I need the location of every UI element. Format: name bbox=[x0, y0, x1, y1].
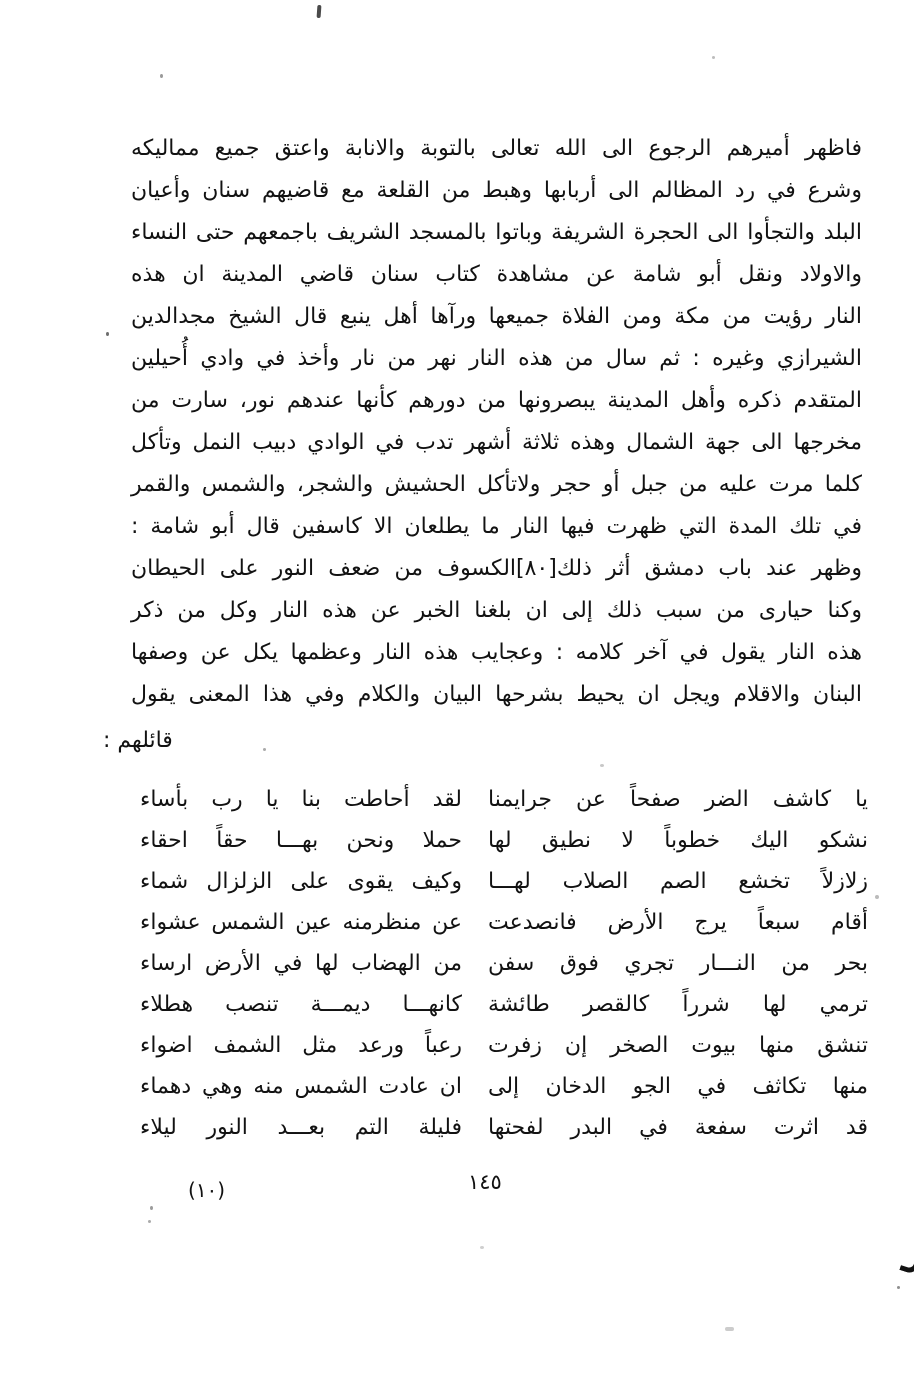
prose-line: هذه النار يقول في آخر كلامه : وعجايب هذه النار وعظمها يكل عن وصفها bbox=[131, 640, 862, 665]
scan-speck bbox=[106, 332, 109, 336]
hemistich-second: فليلة التم بعـــد النور ليلاء bbox=[140, 1115, 462, 1140]
hemistich-second: عن منظرمنه عين الشمس عشواء bbox=[140, 910, 462, 935]
prose-line: وشرع في رد المظالم الى أربابها وهبط من القلعة مع قاضيهم سنان وأعيان bbox=[131, 178, 862, 203]
poem-verse bbox=[0, 985, 914, 1025]
hemistich-second: كانهـــا ديمـــة تنصب هطلاء bbox=[140, 992, 462, 1017]
prose-line: المتقدم ذكره وأهل المدينة يبصرونها من دورهم كأنها عندهم نور، سارت من bbox=[131, 388, 862, 413]
prose-line: الشيرازي وغيره : ثم سال من هذه النار نهر من نار وأخذ في وادي أُحيلين bbox=[131, 346, 862, 371]
hemistich-first: بحر من النـــار تجري فوق سفن bbox=[488, 951, 868, 976]
scan-speck bbox=[875, 895, 879, 899]
hemistich-first: تنشق منها بيوت الصخر إن زفرت bbox=[488, 1033, 868, 1058]
poem-verse bbox=[0, 1108, 914, 1148]
scan-speck bbox=[600, 764, 604, 767]
prose-line: وكنا حيارى من سبب ذلك إلى ان بلغنا الخبر عن هذه النار وكل من ذكر bbox=[131, 598, 862, 623]
poem-verse bbox=[0, 903, 914, 943]
prose-line-last: قائلهم : bbox=[103, 728, 173, 753]
hemistich-second: لقد أحاطت بنا يا رب بأساء bbox=[140, 787, 462, 812]
prose-line: البلد والتجأوا الى الحجرة الشريفة وباتوا بالمسجد الشريف باجمعهم حتى النساء bbox=[131, 220, 862, 245]
poem-verse bbox=[0, 1067, 914, 1107]
scan-speck bbox=[725, 1327, 734, 1331]
poem-verse bbox=[0, 821, 914, 861]
hemistich-first: يا كاشف الضر صفحاً عن جرايمنا bbox=[488, 787, 868, 812]
prose-line: النار رؤيت من مكة ومن الفلاة جميعها ورآها أهل ينبع قال الشيخ مجدالدين bbox=[131, 304, 862, 329]
prose-line: البنان والاقلام ويجل ان يحيط بشرحها البيان والكلام وفي هذا المعنى يقول bbox=[131, 682, 862, 707]
scan-speck bbox=[897, 1286, 900, 1289]
hemistich-first: زلازلاً تخشع الصم الصلاب لهـــا bbox=[488, 869, 868, 894]
poem-verse bbox=[0, 780, 914, 820]
prose-line: في تلك المدة التي ظهرت فيها النار ما يطلعان الا كاسفين قال أبو شامة : bbox=[131, 514, 862, 539]
scan-speck bbox=[150, 1206, 153, 1210]
page-number: ١٤٥ bbox=[468, 1170, 502, 1194]
scan-speck bbox=[160, 74, 163, 78]
hemistich-first: نشكو اليك خطوباً لا نطيق لها bbox=[488, 828, 868, 853]
scan-speck bbox=[712, 56, 715, 59]
hemistich-first: ترمي لها شرراً كالقصر طائشة bbox=[488, 992, 868, 1017]
hemistich-first: منها تكاثف في الجو الدخان إلى bbox=[488, 1074, 868, 1099]
hemistich-second: حملا ونحن بهـــا حقاً احقاء bbox=[140, 828, 462, 853]
hemistich-second: رعباً ورعد مثل الشمف اضواء bbox=[140, 1033, 462, 1058]
hemistich-first: قد اثرت سفعة في البدر لفحتها bbox=[488, 1115, 868, 1140]
prose-line: كلما مرت عليه من جبل أو حجر ولاتأكل الحشيش والشجر، والشمس والقمر bbox=[131, 472, 862, 497]
hemistich-second: من الهضاب لها في الأرض ارساء bbox=[140, 951, 462, 976]
hemistich-second: ان عادت الشمس منه وهي دهماء bbox=[140, 1074, 462, 1099]
scan-speck bbox=[148, 1220, 151, 1223]
poem-verse bbox=[0, 1026, 914, 1066]
poem-verse bbox=[0, 944, 914, 984]
scan-speck bbox=[317, 5, 322, 18]
prose-line: وظهر عند باب دمشق أثر ذلك[٨٠]الكسوف من ضعف النور على الحيطان bbox=[131, 556, 862, 581]
scan-ink-mark bbox=[899, 1251, 914, 1275]
prose-line: والاولاد ونقل أبو شامة عن مشاهدة كتاب سنان قاضي المدينة ان هذه bbox=[131, 262, 862, 287]
scan-speck bbox=[263, 748, 266, 751]
hemistich-first: أقام سبعاً يرج الأرض فانصدعت bbox=[488, 910, 868, 935]
prose-line: مخرجها الى جهة الشمال وهذه ثلاثة أشهر تدب في الوادي دبيب النمل وتأكل bbox=[131, 430, 862, 455]
scan-speck bbox=[480, 1246, 484, 1249]
poem-verse bbox=[0, 862, 914, 902]
prose-line: فاظهر أميرهم الرجوع الى الله تعالى بالتوبة والانابة واعتق جميع مماليكه bbox=[131, 136, 862, 161]
prose-block bbox=[131, 128, 862, 716]
footer-part-marker: (١٠) bbox=[188, 1178, 226, 1202]
hemistich-second: وكيف يقوى على الزلزال شماء bbox=[140, 869, 462, 894]
